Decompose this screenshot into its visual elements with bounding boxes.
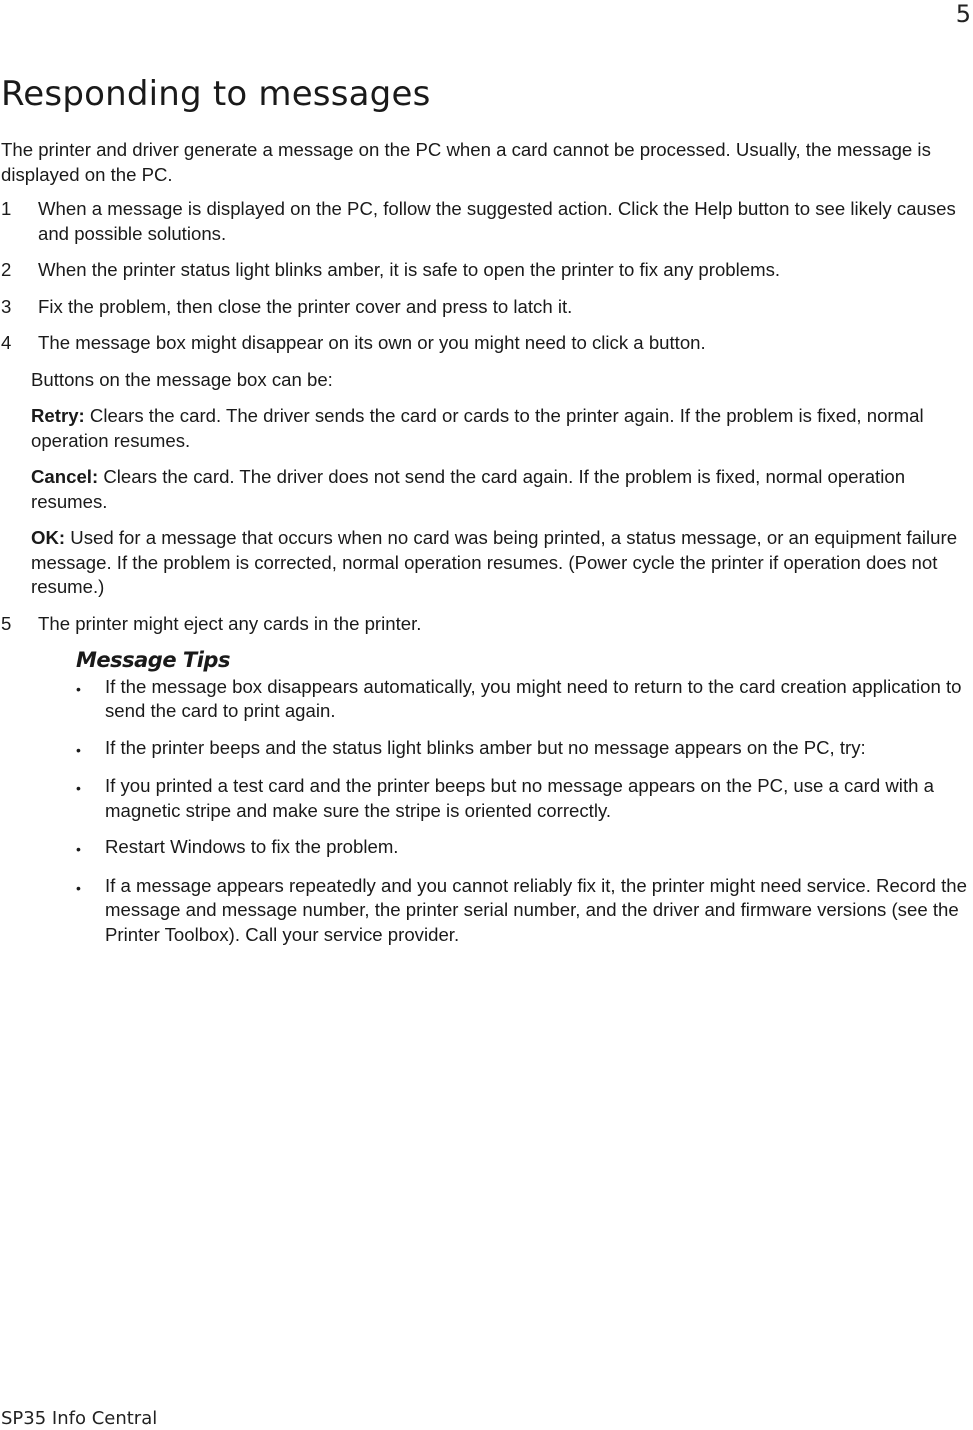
step-text: The message box might disappear on its own or you might need to click a button. (38, 332, 706, 353)
step-number: 5 (1, 612, 12, 634)
step-number: 2 (1, 259, 12, 280)
tip-text: If a message appears repeatedly and you cannot reliably fix it, the printer might need service. Record the message and message number, the printer serial number, and the driver and firmware versions (see the Printer Toolbox). Call your service provider. (105, 874, 967, 945)
document-body (1, 138, 969, 959)
button-description-cancel (31, 465, 969, 514)
step-item (1, 197, 969, 246)
bullet-icon: • (76, 741, 81, 758)
step-number: 1 (1, 198, 12, 219)
button-description: Clears the card. The driver does not send the card again. If the problem is fixed, normal operation resumes. (31, 466, 906, 512)
button-label: OK: (31, 527, 66, 548)
tip-item (76, 874, 969, 948)
tip-item (76, 835, 969, 862)
tip-item (76, 736, 969, 763)
bullet-icon: • (76, 780, 81, 796)
button-description-ok (31, 526, 969, 600)
button-label: Retry: (31, 405, 85, 426)
page-footer: SP35 Info Central (1, 1408, 158, 1429)
step-item (1, 612, 969, 637)
intro-paragraph: The printer and driver generate a message on the PC when a card cannot be processed. Usually, the message is displayed on the PC. (1, 139, 931, 185)
step-text: When the printer status light blinks amber, it is safe to open the printer to fix any problems. (38, 259, 781, 280)
bullet-icon: • (76, 841, 81, 857)
step-item (1, 258, 969, 283)
buttons-intro: Buttons on the message box can be: (31, 368, 333, 390)
button-description-retry (31, 404, 969, 453)
step-number: 3 (1, 295, 12, 317)
tips-heading: Message Tips (76, 648, 230, 672)
step-item (1, 331, 969, 356)
step-number: 4 (1, 332, 12, 353)
step-text: Fix the problem, then close the printer cover and press to latch it. (38, 295, 573, 317)
button-description: Clears the card. The driver sends the card or cards to the printer again. If the problem is fixed, normal operation resumes. (31, 405, 924, 451)
step-text: The printer might eject any cards in the printer. (38, 612, 422, 634)
bullet-icon: • (76, 680, 81, 697)
page-number: 5 (955, 0, 971, 28)
tip-text: Restart Windows to fix the problem. (105, 836, 399, 857)
tip-text: If the printer beeps and the status light blinks amber but no message appears on the PC, try: (105, 736, 866, 758)
bullet-icon: • (76, 879, 81, 896)
tip-text: If you printed a test card and the printer beeps but no message appears on the PC, use a card with a magnetic stripe and make sure the stripe is oriented correctly. (105, 775, 934, 821)
tip-text: If the message box disappears automatically, you might need to return to the card creation application to send the card to print again. (105, 675, 962, 721)
page-title: Responding to messages (1, 74, 431, 114)
button-label: Cancel: (31, 466, 99, 487)
step-text: When a message is displayed on the PC, follow the suggested action. Click the Help button to see likely causes and possible solutions. (38, 198, 956, 244)
button-description: Used for a message that occurs when no card was being printed, a status message, or an equipment failure message. If the problem is corrected, normal operation resumes. (Power cycle the printer if operation does not resume.) (31, 527, 958, 597)
step-item (1, 295, 969, 320)
tip-item (76, 774, 969, 823)
tip-item (76, 675, 969, 724)
